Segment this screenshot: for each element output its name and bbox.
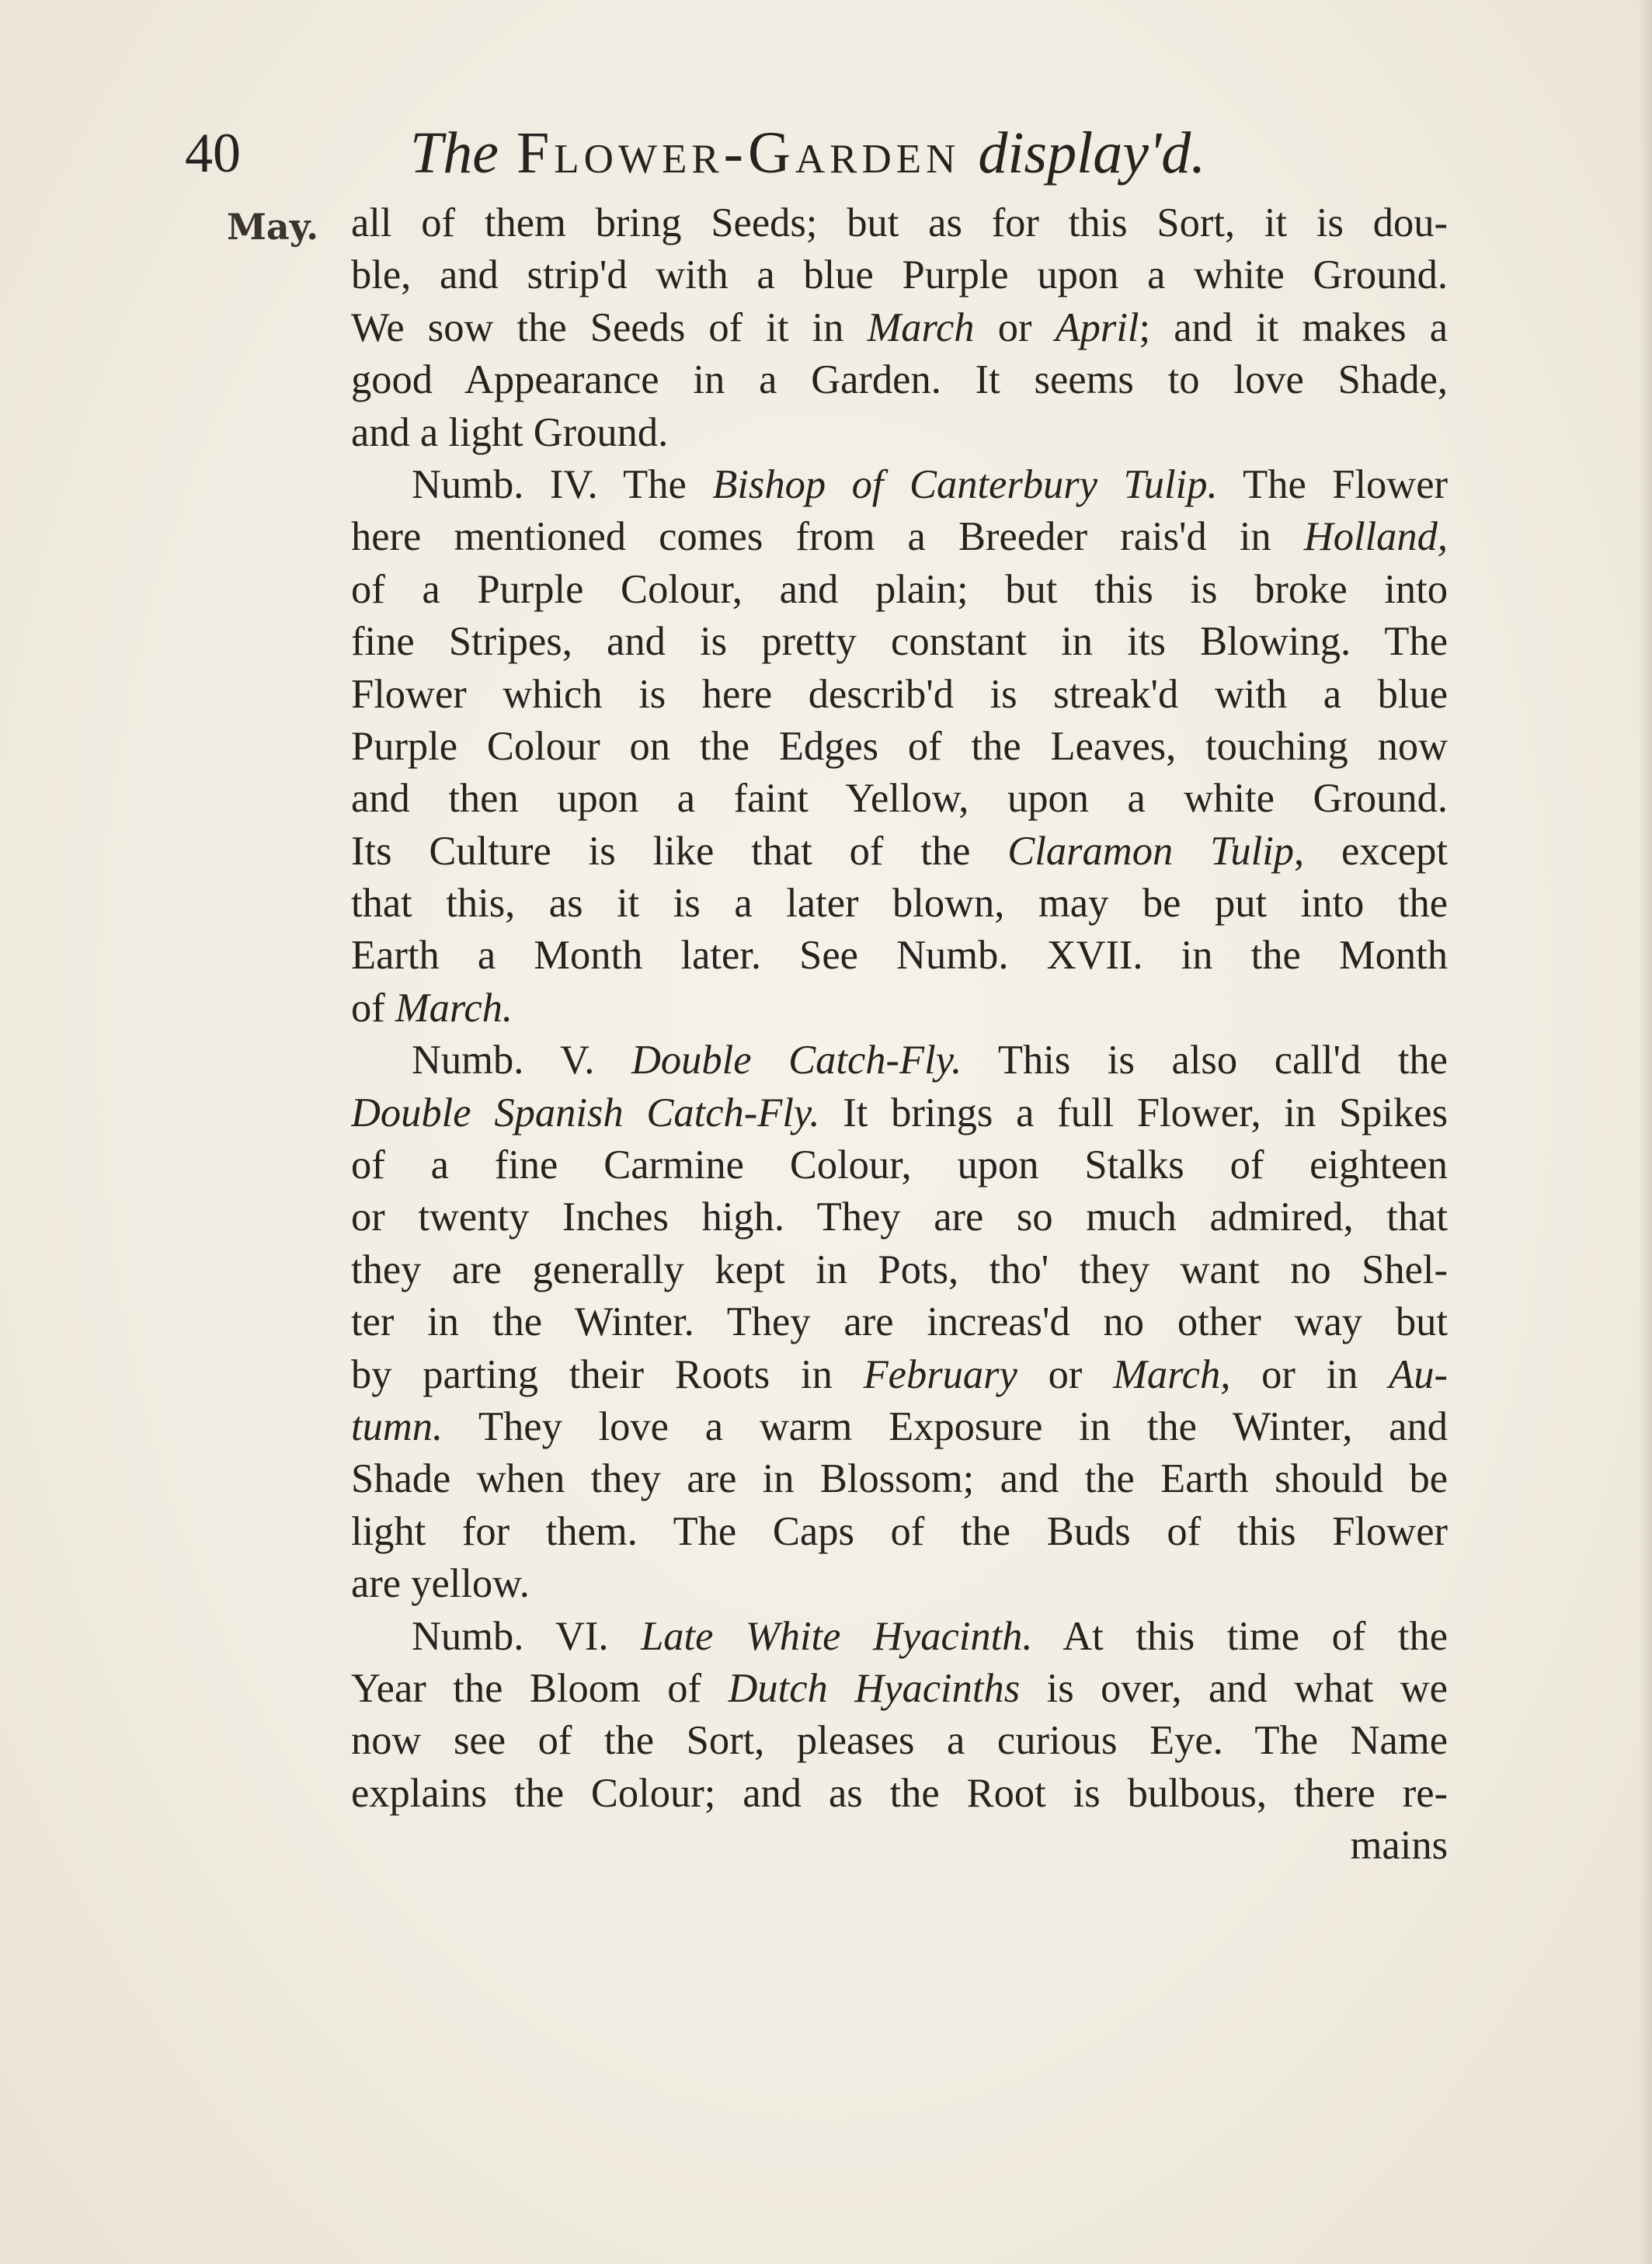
- text-segment: now see of the Sort, pleases a curious Eye. The Name: [351, 1718, 1448, 1764]
- text-line: [351, 1715, 1448, 1767]
- text-line: [351, 1035, 1448, 1087]
- italic-text: February: [863, 1351, 1017, 1397]
- page-title: [410, 117, 1443, 190]
- text-segment: Numb. V.: [412, 1038, 631, 1083]
- text-line: [351, 1191, 1448, 1243]
- italic-text: March: [867, 304, 975, 350]
- italic-text: Late White Hyacinth.: [641, 1613, 1033, 1659]
- text-segment: Year the Bloom of: [351, 1665, 729, 1711]
- text-segment: or: [1017, 1351, 1114, 1397]
- text-segment: and a light Ground.: [351, 409, 669, 455]
- text-line: [351, 1768, 1448, 1820]
- text-segment: that this, as it is a later blown, may be put into the: [351, 881, 1448, 927]
- text-segment: They love a warm Exposure in the Winter, and: [443, 1403, 1448, 1449]
- text-line: [351, 1401, 1448, 1453]
- text-segment: mains: [1350, 1823, 1448, 1869]
- page-title-displayd: display'd.: [978, 120, 1206, 186]
- italic-text: Bishop of Canterbury Tulip.: [712, 461, 1218, 507]
- page-title-main: Flower-Garden: [516, 120, 961, 186]
- text-line: [351, 1244, 1448, 1296]
- text-line: [351, 1296, 1448, 1348]
- text-line: [351, 1349, 1448, 1401]
- text-line: [351, 511, 1448, 563]
- text-line: [351, 1663, 1448, 1715]
- text-segment: Purple Colour on the Edges of the Leaves, touching now: [351, 723, 1448, 769]
- text-segment: here mentioned comes from a Breeder rais'd in: [351, 514, 1304, 560]
- text-segment: ter in the Winter. They are increas'd no other way but: [351, 1299, 1448, 1345]
- text-line: [351, 197, 1448, 249]
- text-segment: or in: [1230, 1351, 1389, 1397]
- text-segment: ble, and strip'd with a blue Purple upon a white Ground.: [351, 252, 1448, 298]
- text-line: [351, 1453, 1448, 1505]
- text-line: [351, 407, 1448, 459]
- italic-text: March,: [1113, 1351, 1231, 1397]
- text-segment: light for them. The Caps of the Buds of this Flower: [351, 1508, 1448, 1554]
- italic-text: Claramon Tulip: [1007, 828, 1295, 874]
- text-segment: Its Culture is like that of the: [351, 828, 1008, 874]
- text-segment: At this time of the: [1032, 1613, 1448, 1659]
- text-line: [351, 616, 1448, 668]
- text-line: [351, 1611, 1448, 1663]
- text-segment: , except: [1294, 828, 1448, 874]
- text-segment: This is also call'd the: [962, 1038, 1448, 1083]
- text-line: [351, 249, 1448, 301]
- text-line: [351, 669, 1448, 721]
- italic-text: April: [1055, 304, 1139, 350]
- italic-text: Double Spanish Catch-Fly.: [351, 1090, 820, 1135]
- text-line: [351, 1558, 1448, 1610]
- italic-text: Double Catch-Fly.: [631, 1038, 962, 1083]
- text-segment: they are generally kept in Pots, tho' they want no Shel-: [351, 1247, 1448, 1292]
- text-line: [351, 302, 1448, 354]
- running-head: [185, 117, 1443, 190]
- text-segment: all of them bring Seeds; but as for this Sort, it is dou-: [351, 200, 1448, 245]
- margin-note-month: May.: [227, 206, 319, 248]
- text-segment: and then upon a faint Yellow, upon a white Ground.: [351, 776, 1448, 822]
- page-title-the: The: [410, 120, 499, 186]
- italic-text: tumn.: [351, 1403, 443, 1449]
- text-line: [351, 721, 1448, 773]
- text-line: [351, 1139, 1448, 1191]
- italic-text: March.: [395, 985, 513, 1031]
- text-segment: is over, and what we: [1020, 1665, 1448, 1711]
- page-edge-shadow: [1638, 0, 1652, 2264]
- text-segment: We sow the Seeds of it in: [351, 304, 868, 350]
- text-segment: Shade when they are in Blossom; and the Earth should be: [351, 1456, 1448, 1502]
- text-line: [351, 878, 1448, 930]
- text-segment: Flower which is here describ'd is streak'd with a blue: [351, 671, 1448, 717]
- text-segment: Numb. VI.: [412, 1613, 642, 1659]
- text-segment: of a Purple Colour, and plain; but this is broke into: [351, 566, 1448, 612]
- text-line: [351, 1506, 1448, 1558]
- text-line: [351, 1087, 1448, 1139]
- text-segment: It brings a full Flower, in Spikes: [819, 1090, 1448, 1135]
- text-segment: good Appearance in a Garden. It seems to love Shade,: [351, 357, 1448, 403]
- italic-text: Au-: [1389, 1351, 1448, 1397]
- text-segment: explains the Colour; and as the Root is bulbous, there re-: [351, 1770, 1448, 1816]
- page-number: 40: [185, 122, 241, 184]
- text-line: [351, 773, 1448, 825]
- text-line: [351, 930, 1448, 982]
- text-segment: Numb. IV. The: [412, 461, 713, 507]
- body-text: [351, 197, 1448, 1873]
- italic-text: Dutch Hyacinths: [728, 1665, 1021, 1711]
- text-line: [351, 354, 1448, 406]
- text-line: [351, 1820, 1448, 1872]
- text-line: [351, 459, 1448, 511]
- text-segment: of a fine Carmine Colour, upon Stalks of eighteen: [351, 1142, 1448, 1188]
- text-segment: or twenty Inches high. They are so much admired, that: [351, 1195, 1448, 1240]
- text-segment: fine Stripes, and is pretty constant in its Blowing. The: [351, 619, 1448, 665]
- text-line: [351, 564, 1448, 616]
- text-segment: are yellow.: [351, 1561, 530, 1607]
- text-line: [351, 826, 1448, 878]
- text-line: [351, 982, 1448, 1035]
- text-segment: ; and it makes a: [1139, 304, 1448, 350]
- text-segment: The Flower: [1217, 461, 1448, 507]
- text-segment: or: [974, 304, 1056, 350]
- text-segment: by parting their Roots in: [351, 1351, 864, 1397]
- text-segment: Earth a Month later. See Numb. XVII. in the Month: [351, 933, 1448, 979]
- text-segment: of: [351, 985, 395, 1031]
- italic-text: Holland,: [1303, 514, 1448, 560]
